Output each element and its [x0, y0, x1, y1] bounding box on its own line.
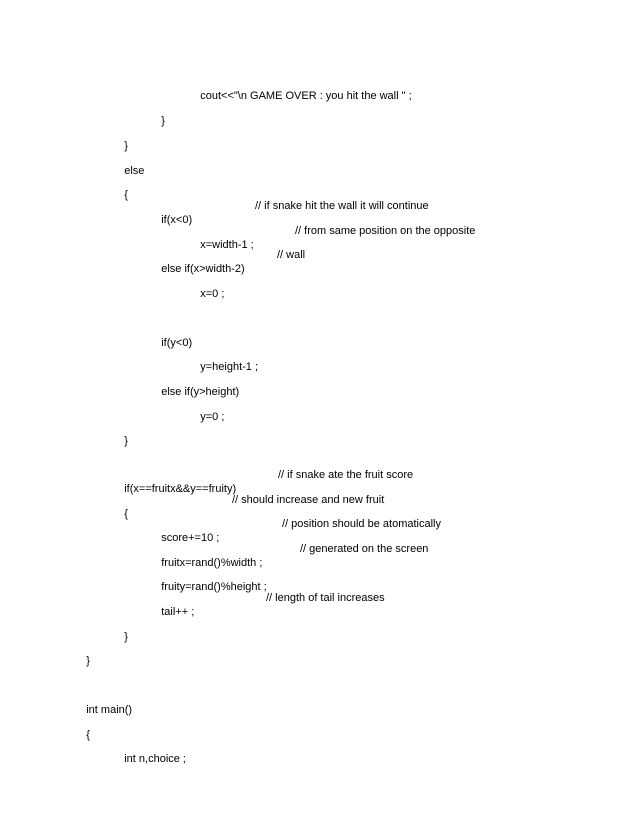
- code-line: [149, 322, 193, 349]
- code-line: [112, 616, 128, 643]
- code-text: }: [161, 115, 165, 127]
- code-line: [112, 420, 128, 447]
- code-text: fruitx=rand()%width ;: [161, 557, 263, 569]
- code-line: [112, 125, 128, 152]
- code-line: [74, 714, 90, 741]
- code-line: [188, 75, 412, 102]
- code-text: if(x<0): [161, 214, 193, 226]
- code-line: [149, 542, 429, 569]
- code-line: [188, 273, 225, 300]
- code-line: [149, 591, 385, 618]
- code-line: [74, 689, 133, 716]
- code-comment: // should increase and new fruit: [232, 494, 385, 506]
- code-text: }: [124, 140, 128, 152]
- code-text: {: [124, 508, 128, 520]
- code-line: [112, 150, 145, 177]
- code-line: [149, 566, 267, 593]
- code-text: x=width-1 ;: [200, 239, 254, 251]
- code-text: if(y<0): [161, 337, 193, 349]
- code-comment: // if snake ate the fruit score: [278, 469, 414, 481]
- code-text: if(x==fruitx&&y==fruity): [124, 483, 237, 495]
- code-comment: // from same position on the opposite: [295, 225, 476, 237]
- code-comment: // wall: [277, 249, 306, 261]
- code-line: [112, 174, 128, 201]
- code-text: int n,choice ;: [124, 753, 186, 765]
- code-text: {: [86, 729, 90, 741]
- code-line: [149, 371, 240, 398]
- code-text: fruity=rand()%height ;: [161, 581, 267, 593]
- code-line: [188, 346, 259, 373]
- code-text: tail++ ;: [161, 606, 195, 618]
- code-line: [149, 248, 306, 275]
- code-text: }: [86, 655, 90, 667]
- code-text: else if(x>width-2): [161, 263, 245, 275]
- code-text: x=0 ;: [200, 288, 225, 300]
- code-text: int main(): [86, 704, 133, 716]
- code-comment: // length of tail increases: [266, 592, 385, 604]
- code-line: [112, 738, 186, 765]
- code-text: }: [124, 631, 128, 643]
- code-comment: // generated on the screen: [300, 543, 429, 555]
- code-text: score+=10 ;: [161, 532, 220, 544]
- code-line: [74, 640, 90, 667]
- code-line: [149, 199, 429, 226]
- code-text: else: [124, 165, 145, 177]
- code-comment: // if snake hit the wall it will continue: [255, 200, 429, 212]
- code-text: }: [124, 435, 128, 447]
- code-text: {: [124, 189, 128, 201]
- code-text: y=0 ;: [200, 411, 225, 423]
- code-comment: // position should be atomatically: [282, 518, 441, 530]
- code-text: else if(y>height): [161, 386, 240, 398]
- code-line: [149, 100, 165, 127]
- code-text: cout<<"\n GAME OVER : you hit the wall " ;: [200, 90, 412, 102]
- code-line: [112, 493, 385, 520]
- code-line: [112, 468, 414, 495]
- code-line: [188, 224, 476, 251]
- code-text: y=height-1 ;: [200, 361, 259, 373]
- code-line: [149, 517, 441, 544]
- code-line: [188, 396, 225, 423]
